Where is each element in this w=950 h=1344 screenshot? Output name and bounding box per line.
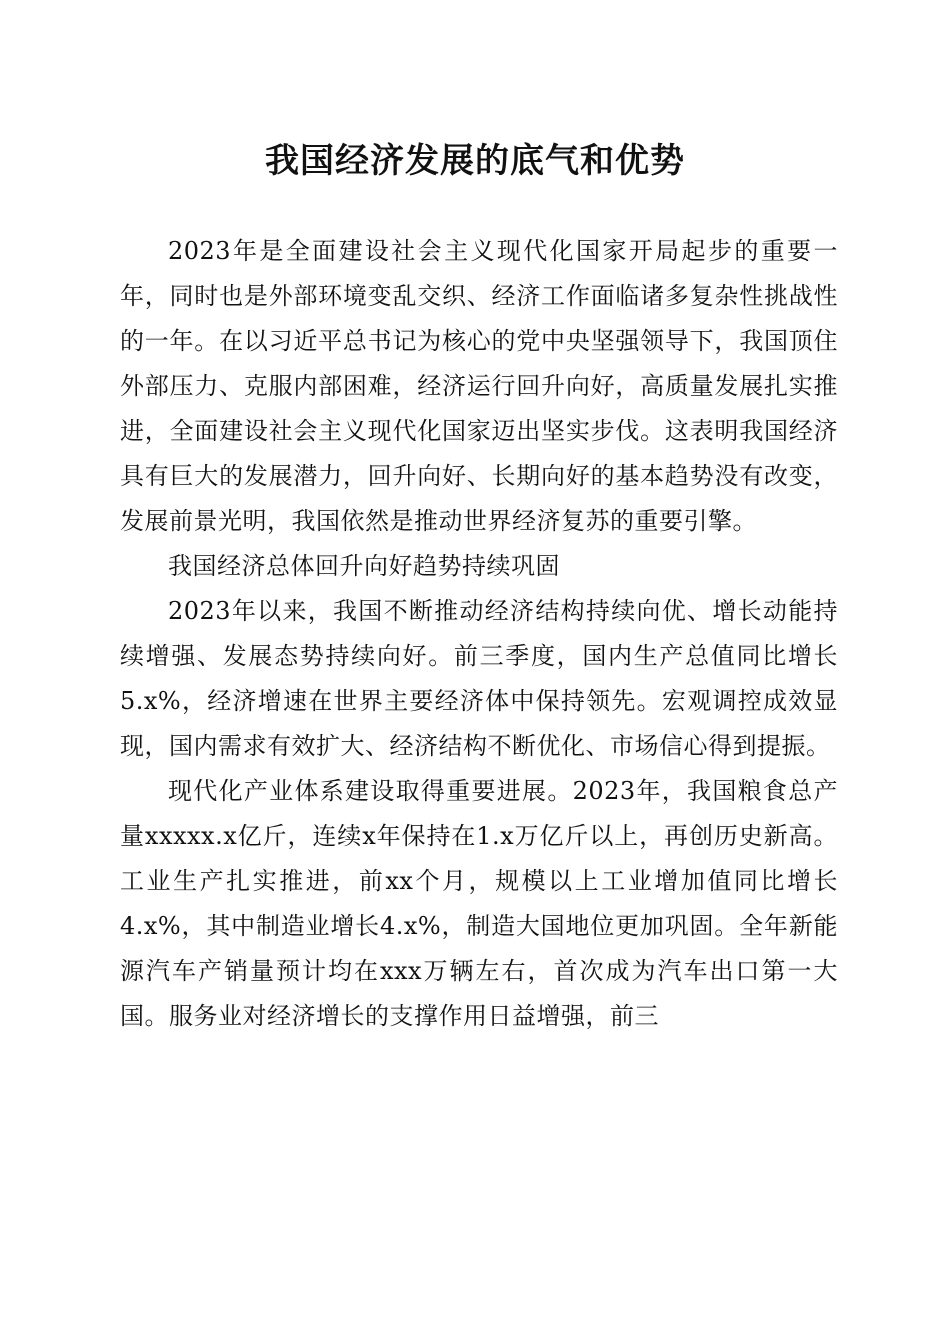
paragraph-growth: 2023年以来，我国不断推动经济结构持续向优、增长动能持续增强、发展态势持续向好。前三季度，国内生产总值同比增长5.x%，经济增速在世界主要经济体中保持领先。宏观调控成效显现，国内需求有效扩大、经济结构不断优化、市场信心得到提振。 xyxy=(120,597,838,760)
document-title: 我国经济发展的底气和优势 xyxy=(265,141,685,181)
paragraph-intro: 2023年是全面建设社会主义现代化国家开局起步的重要一年，同时也是外部环境变乱交织、经济工作面临诸多复杂性挑战性的一年。在以习近平总书记为核心的党中央坚强领导下，我国顶住外部压力、克服内部困难，经济运行回升向好，高质量发展扎实推进，全面建设社会主义现代化国家迈出坚实步伐。这表明我国经济具有巨大的发展潜力，回升向好、长期向好的基本趋势没有改变，发展前景光明，我国依然是推动世界经济复苏的重要引擎。 xyxy=(120,237,838,535)
section-heading: 我国经济总体回升向好趋势持续巩固 xyxy=(168,552,560,580)
document-body xyxy=(120,229,838,1039)
paragraph-industry: 现代化产业体系建设取得重要进展。2023年，我国粮食总产量xxxxx.x亿斤，连续x年保持在1.x万亿斤以上，再创历史新高。工业生产扎实推进，前xx个月，规模以上工业增加值同比增长4.x%，其中制造业增长4.x%，制造大国地位更加巩固。全年新能源汽车产销量预计均在xxx万辆左右，首次成为汽车出口第一大国。服务业对经济增长的支撑作用日益增强，前三 xyxy=(120,777,838,1030)
